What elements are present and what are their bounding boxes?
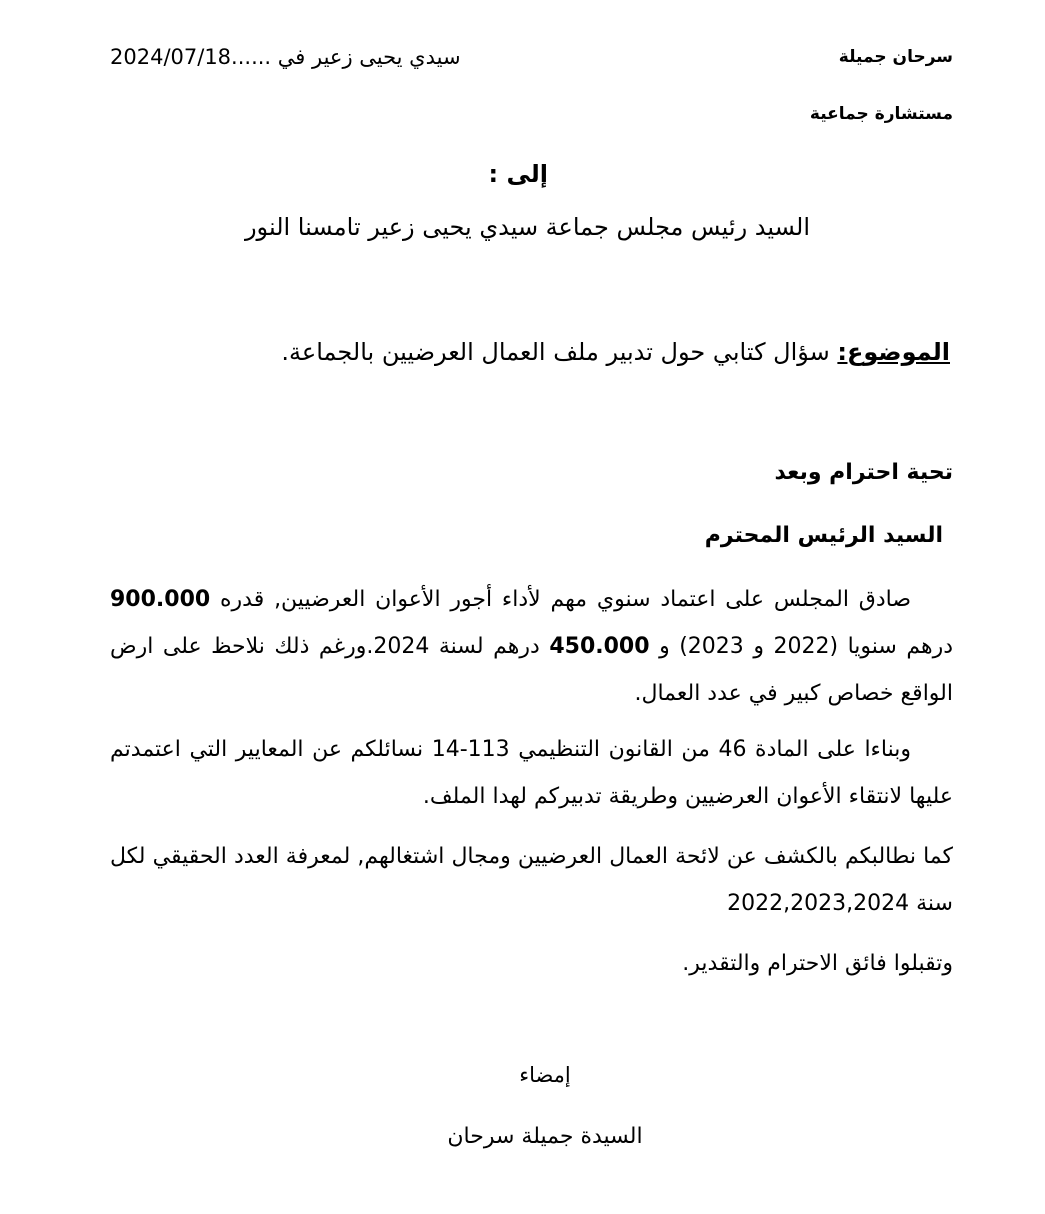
paragraph-legal-basis [110,726,953,820]
salutation: السيد الرئيس المحترم [704,523,943,548]
subject-text: سؤال كتابي حول تدبير ملف العمال العرضيين بالجماعة. [281,338,830,366]
sender-role: مستشارة جماعية [809,104,953,124]
paragraph-closing: وتقبلوا فائق الاحترام والتقدير. [682,951,953,976]
place-date-line [110,45,461,69]
signature-label: إمضاء [519,1063,571,1087]
paragraph-budget-part-c: درهم لسنة 2024.ورغم ذلك نلاحظ على ارض الواقع خصاص كبير في عدد العمال. [110,634,953,706]
signature-name: السيدة جميلة سرحان [447,1124,643,1149]
amount-annual: 900.000 [110,587,211,612]
letter-place: سيدي يحيى زعير في [277,45,461,69]
greeting: تحية احترام وبعد [774,460,953,485]
paragraph-budget [110,576,953,717]
subject-line [281,338,950,366]
sender-name: سرحان جميلة [838,47,953,67]
letter-date: 2024/07/18...... [110,45,272,69]
paragraph-budget-part-a: صادق المجلس على اعتماد سنوي مهم لأداء أجور الأعوان العرضيين, قدره [220,587,912,612]
paragraph-budget-part-b: درهم سنويا (2022 و 2023) و [659,634,954,659]
amount-2024: 450.000 [549,634,650,659]
paragraph-request-list: كما نطالبكم بالكشف عن لائحة العمال العرضيين ومجال اشتغالهم, لمعرفة العدد الحقيقي لكل سنة 2022,2023,2024 [110,844,953,916]
paragraph-legal-basis-text: وبناءا على المادة 46 من القانون التنظيمي 113-14 نسائلكم عن المعايير التي اعتمدتم عليها لانتقاء الأعوان العرضيين وطريقة تدبيركم لهدا الملف. [110,737,953,809]
subject-label: الموضوع: [837,338,950,366]
recipient: السيد رئيس مجلس جماعة سيدي يحيى زعير تامسنا النور [244,213,811,241]
to-label: إلى : [488,160,548,188]
